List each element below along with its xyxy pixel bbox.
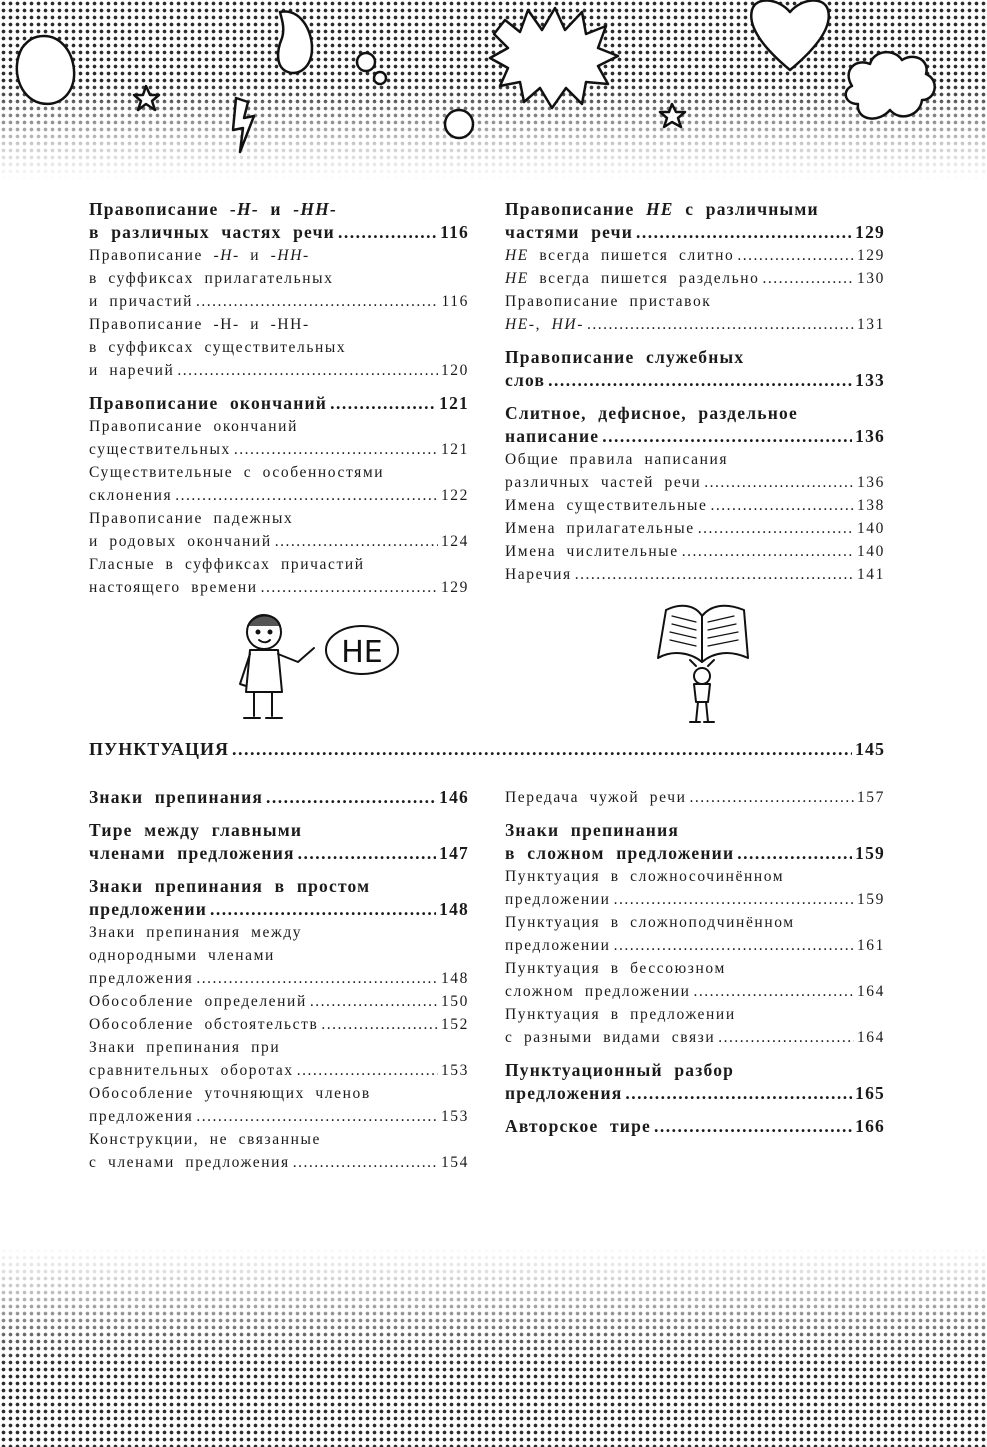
toc-entry[interactable]: Знаки препинания ..... 146 — [89, 786, 469, 809]
page-number: 130 — [856, 270, 885, 287]
page-number: 136 — [855, 426, 885, 446]
toc-entry[interactable]: Пунктуация в сложноподчинённом предложении ..... 161 — [505, 911, 885, 957]
page-number: 147 — [439, 843, 469, 863]
page-number: 152 — [440, 1016, 469, 1033]
page-number: 140 — [856, 520, 885, 537]
toc-entry[interactable]: Знаки препинания между однородными членами предложения ..... 148 — [89, 921, 469, 990]
page-number: 122 — [440, 487, 469, 504]
page-number: 129 — [440, 579, 469, 596]
toc-column-left-top — [89, 198, 469, 599]
page-number: 153 — [440, 1108, 469, 1125]
page-number: 129 — [855, 222, 885, 242]
toc-entry[interactable]: Правописание служебных слов ..... 133 — [505, 346, 885, 392]
burst-icon — [490, 8, 618, 108]
page-number: 153 — [440, 1062, 469, 1079]
page-number: 116 — [440, 222, 469, 242]
toc-column-left-bottom — [89, 786, 469, 1174]
page-number: 124 — [440, 533, 469, 550]
page-number: 148 — [439, 899, 469, 919]
footer-halftone-pattern — [0, 1247, 987, 1447]
drop-icon — [278, 12, 312, 73]
toc-entry[interactable]: Пунктуация в сложносочинённом предложении ..... 159 — [505, 865, 885, 911]
toc-entry[interactable]: Тире между главными членами предложения ..... 147 — [89, 819, 469, 865]
page-number: 138 — [856, 497, 885, 514]
toc-entry[interactable]: Обособление уточняющих членов предложения ..... 153 — [89, 1082, 469, 1128]
toc-entry[interactable]: Правописание -Н- и -НН- в суффиксах прилагательных и причастий ..... 116 — [89, 244, 469, 313]
toc-entry[interactable]: НЕ всегда пишется раздельно ..... 130 — [505, 267, 885, 290]
cloud-icon — [846, 52, 935, 118]
toc-entry[interactable]: Имена числительные ..... 140 — [505, 540, 885, 563]
toc-entry[interactable]: Пунктуация в предложении с разными видами связи ..... 164 — [505, 1003, 885, 1049]
page-number: 133 — [855, 370, 885, 390]
page-number: 136 — [856, 474, 885, 491]
header-decoration — [0, 0, 987, 180]
toc-entry[interactable]: НЕ всегда пишется слитно ..... 129 — [505, 244, 885, 267]
toc-entry[interactable]: Имена прилагательные ..... 140 — [505, 517, 885, 540]
circle-icon — [445, 110, 473, 138]
toc-entry[interactable]: Авторское тире ..... 166 — [505, 1115, 885, 1138]
toc-entry[interactable]: Конструкции, не связанные с членами предложения ..... 154 — [89, 1128, 469, 1174]
page-number: 159 — [856, 891, 885, 908]
page-number: 148 — [440, 970, 469, 987]
page-number: 145 — [855, 739, 885, 759]
page-number: 159 — [855, 843, 885, 863]
toc-entry[interactable]: Общие правила написания различных частей речи ..... 136 — [505, 448, 885, 494]
star-icon — [134, 86, 159, 110]
toc-entry[interactable]: Пунктуация в бессоюзном сложном предложении ..... 164 — [505, 957, 885, 1003]
sign-text: НЕ — [341, 635, 383, 670]
page-number: 129 — [856, 247, 885, 264]
toc-entry[interactable]: Передача чужой речи ..... 157 — [505, 786, 885, 809]
page-number: 164 — [856, 1029, 885, 1046]
section-heading-punctuation[interactable]: ПУНКТУАЦИЯ ..... 145 — [89, 738, 885, 761]
page-number: 146 — [439, 787, 469, 807]
toc-column-right-top — [505, 198, 885, 586]
toc-entry[interactable]: Знаки препинания в простом предложении ..... 148 — [89, 875, 469, 921]
toc-entry[interactable]: Пунктуационный разбор предложения ..... 165 — [505, 1059, 885, 1105]
page-number: 164 — [856, 983, 885, 1000]
toc-entry[interactable]: Слитное, дефисное, раздельное написание ..... 136 — [505, 402, 885, 448]
toc-entry[interactable]: Знаки препинания в сложном предложении ..... 159 — [505, 819, 885, 865]
toc-entry[interactable]: Знаки препинания при сравнительных оборотах ..... 153 — [89, 1036, 469, 1082]
star-icon — [660, 104, 685, 127]
toc-entry[interactable]: Правописание -Н- и -НН- в различных частях речи ..... 116 — [89, 198, 469, 244]
toc-entry[interactable]: Имена существительные ..... 138 — [505, 494, 885, 517]
toc-entry[interactable]: Правописание -Н- и -НН- в суффиксах существительных и наречий ..... 120 — [89, 313, 469, 382]
page-number: 166 — [855, 1116, 885, 1136]
toc-entry[interactable]: Правописание НЕ с различными частями речи ..... 129 — [505, 198, 885, 244]
toc-entry[interactable]: Правописание приставок НЕ-, НИ- ..... 131 — [505, 290, 885, 336]
toc-entry[interactable]: Гласные в суффиксах причастий настоящего времени ..... 129 — [89, 553, 469, 599]
page-number: 157 — [856, 789, 885, 806]
heart-icon — [751, 0, 828, 70]
page-number: 141 — [856, 566, 885, 583]
lightning-icon — [233, 98, 254, 152]
toc-entry[interactable]: Правописание окончаний ..... 121 — [89, 392, 469, 415]
page-number: 150 — [440, 993, 469, 1010]
page-number: 131 — [856, 316, 885, 333]
toc-entry[interactable]: Обособление обстоятельств ..... 152 — [89, 1013, 469, 1036]
toc-entry[interactable]: Правописание окончаний существительных ..... 121 — [89, 415, 469, 461]
page-number: 121 — [439, 393, 469, 413]
toc-entry[interactable]: Правописание падежных и родовых окончаний ..... 124 — [89, 507, 469, 553]
page-number: 121 — [440, 441, 469, 458]
bubble-icon — [17, 36, 74, 104]
page-number: 140 — [856, 543, 885, 560]
page-number: 120 — [440, 362, 469, 379]
toc-entry[interactable]: Существительные с особенностями склонения ..... 122 — [89, 461, 469, 507]
toc-column-right-bottom — [505, 786, 885, 1138]
page-number: 116 — [441, 293, 469, 310]
page-number: 154 — [440, 1154, 469, 1171]
toc-entry[interactable]: Обособление определений ..... 150 — [89, 990, 469, 1013]
boy-holding-book-illustration — [652, 600, 752, 726]
page-number: 165 — [855, 1083, 885, 1103]
toc-entry[interactable]: Наречия ..... 141 — [505, 563, 885, 586]
boy-with-sign-illustration — [228, 604, 408, 722]
page-number: 161 — [856, 937, 885, 954]
